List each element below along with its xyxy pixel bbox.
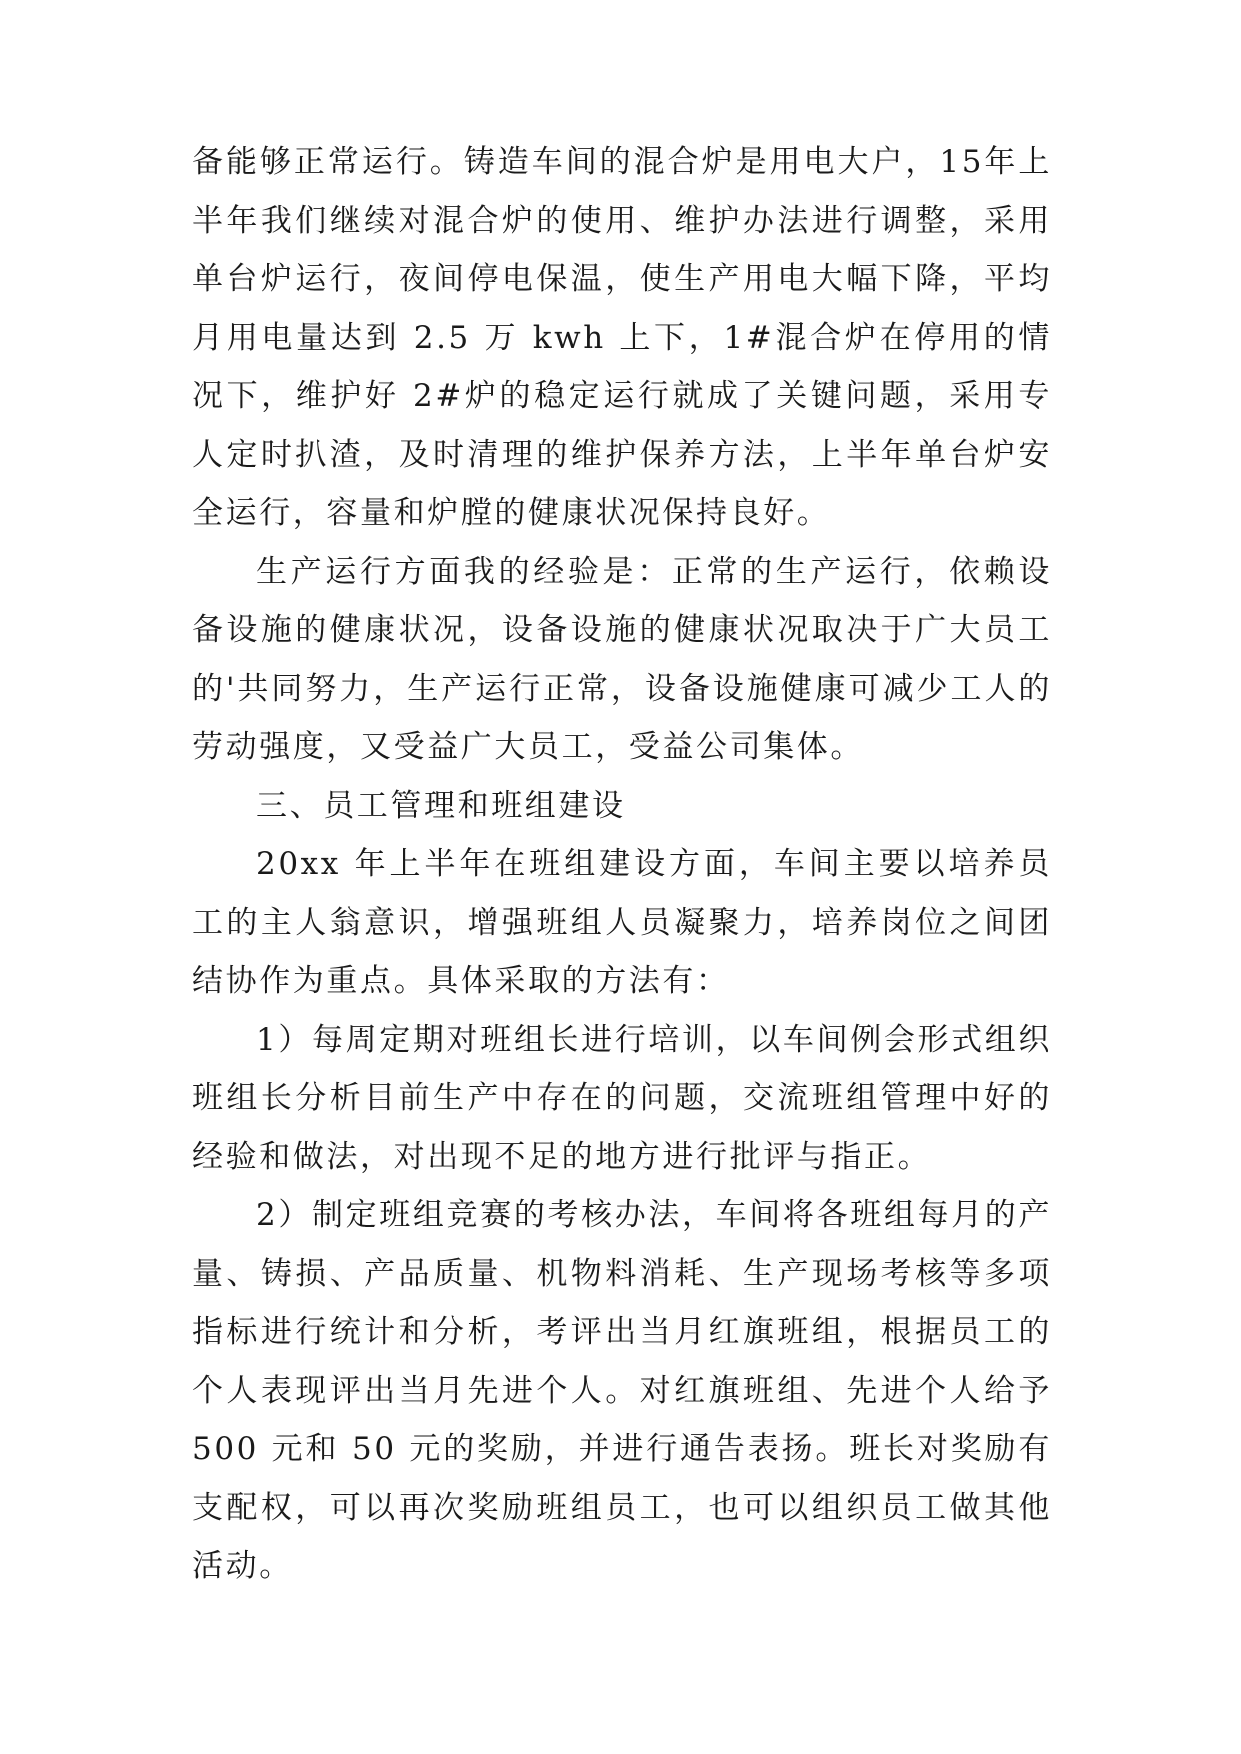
paragraph-team-building: 20xx 年上半年在班组建设方面，车间主要以培养员工的主人翁意识，增强班组人员凝聚力，培养岗位之间团结协作为重点。具体采取的方法有： [192,846,1052,999]
section-heading: 三、员工管理和班组建设 [256,787,626,824]
paragraph-experience: 生产运行方面我的经验是：正常的生产运行，依赖设备设施的健康状况，设备设施的健康状况取决于广大员工的'共同努力，生产运行正常，设备设施健康可减少工人的劳动强度，又受益广大员工，受益公司集体。 [192,553,1052,765]
list-item-competition: 2）制定班组竞赛的考核办法，车间将各班组每月的产量、铸损、产品质量、机物料消耗、生产现场考核等多项指标进行统计和分析，考评出当月红旗班组，根据员工的个人表现评出当月先进个人。对红旗班组、先进个人给予 500 元和 50 元的奖励，并进行通告表扬。班长对奖励有支配权，可以再次奖励班组员工，也可以组织员工做其他活动。 [192,1197,1052,1584]
document-page [192,133,1052,1596]
paragraph-continued: 备能够正常运行。铸造车间的混合炉是用电大户，15年上半年我们继续对混合炉的使用、维护办法进行调整，采用单台炉运行，夜间停电保温，使生产用电大幅下降，平均月用电量达到 2.5 万 kwh 上下，1#混合炉在停用的情况下，维护好 2#炉的稳定运行就成了关键问题，采用专人定时扒渣，及时清理的维护保养方法，上半年单台炉安全运行，容量和炉膛的健康状况保持良好。 [192,144,1052,531]
list-item-training: 1）每周定期对班组长进行培训，以车间例会形式组织班组长分析目前生产中存在的问题，交流班组管理中好的经验和做法，对出现不足的地方进行批评与指正。 [192,1021,1052,1175]
